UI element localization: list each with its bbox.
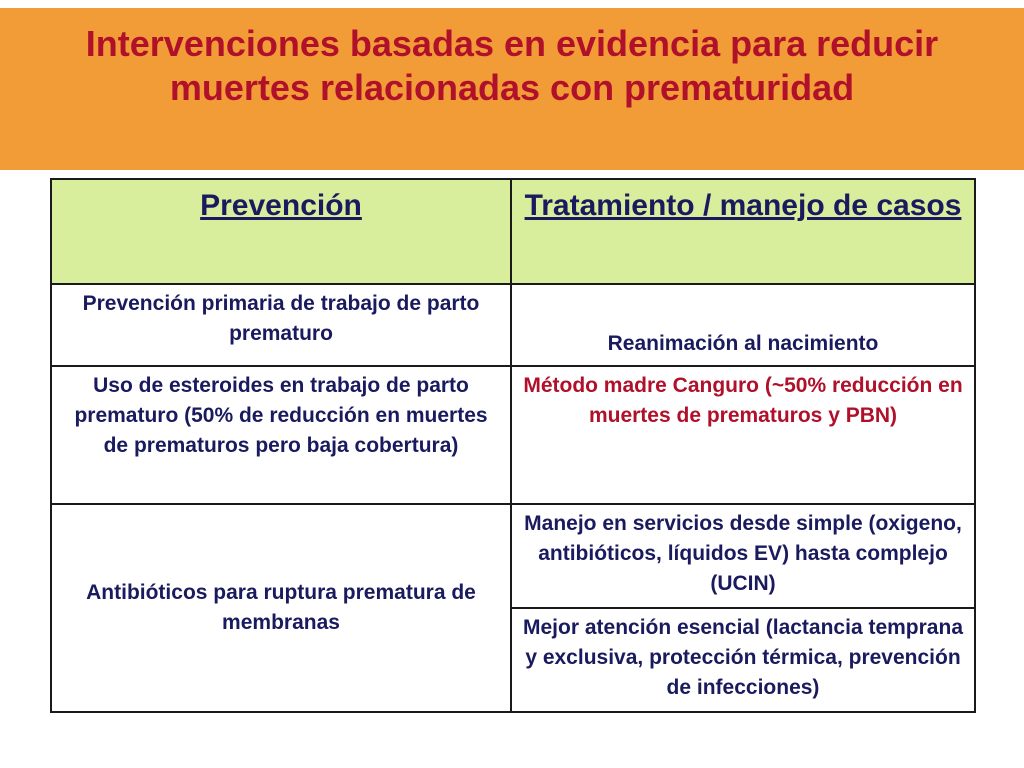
cell-steroids: Uso de esteroides en trabajo de parto prematuro (50% de reducción en muertes de prematuros pero baja cobertura)	[51, 366, 511, 504]
header-prevention: Prevención	[51, 179, 511, 284]
cell-kangaroo-method: Método madre Canguro (~50% reducción en muertes de prematuros y PBN)	[511, 366, 975, 504]
table-row	[51, 284, 975, 366]
header-treatment: Tratamiento / manejo de casos	[511, 179, 975, 284]
slide-title	[0, 22, 1024, 110]
cell-services-management: Manejo en servicios desde simple (oxigeno, antibióticos, líquidos EV) hasta complejo (UCIN)	[511, 504, 975, 608]
table-row	[51, 366, 975, 504]
interventions-table	[50, 178, 976, 713]
cell-prevention-primary: Prevención primaria de trabajo de parto prematuro	[51, 284, 511, 366]
cell-essential-care: Mejor atención esencial (lactancia temprana y exclusiva, protección térmica, prevención de infecciones)	[511, 608, 975, 712]
title-line-2: muertes relacionadas con prematuridad	[169, 67, 855, 108]
table-row	[51, 504, 975, 608]
cell-antibiotics: Antibióticos para ruptura prematura de membranas	[51, 504, 511, 712]
title-line-1: Intervenciones basadas en evidencia para reducir	[85, 23, 939, 64]
table-header-row	[51, 179, 975, 284]
cell-reanimation: Reanimación al nacimiento	[511, 284, 975, 366]
